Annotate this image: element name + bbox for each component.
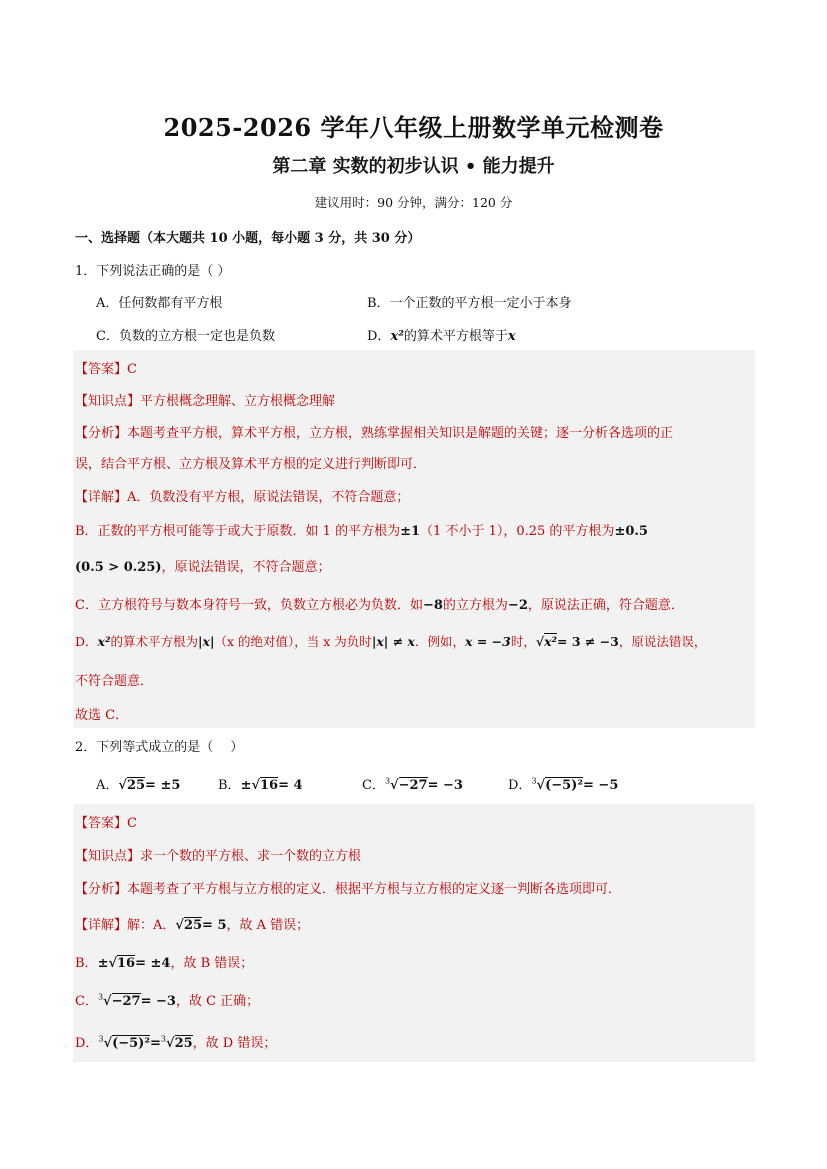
q1-option-d-text: 的算术平方根等于 bbox=[403, 329, 508, 344]
q1-detail-b-text-2: （1 不小于 1），0.25 的平方根为 bbox=[420, 524, 615, 539]
q2-knowledge-text: 求一个数的平方根、求一个数的立方根 bbox=[140, 849, 362, 864]
q1-answer-line bbox=[75, 358, 137, 377]
q1-solution-box bbox=[73, 350, 755, 728]
q2-option-c bbox=[362, 774, 463, 793]
q1-detail-b-math-pm05: ±0.5 bbox=[614, 524, 648, 539]
q2-detail-d-equals: = bbox=[150, 1036, 161, 1051]
q1-detail-d-sqrt: √x² bbox=[535, 634, 557, 649]
q1-option-d bbox=[367, 325, 516, 344]
q2-detail-c-conclusion: ，故 C 正确； bbox=[175, 994, 260, 1009]
q1-detail-b-math-pm1: ±1 bbox=[400, 524, 421, 539]
q1-detail-b-text-3: ，原说法错误，不符合题意； bbox=[161, 560, 331, 575]
exam-info: 建议用时：90 分钟，满分：120 分 bbox=[314, 195, 513, 210]
q2-answer-line bbox=[75, 812, 137, 831]
q1-detail-b-text-1: B．正数的平方根可能等于或大于原数．如 1 的平方根为 bbox=[75, 524, 401, 539]
q1-detail-d-text-3: （x 的绝对值），当 x 为负时 bbox=[214, 634, 372, 649]
q1-detail-d-math-neq: |x| ≠ x bbox=[371, 634, 415, 649]
q2-detail-b-sqrt: √16 bbox=[108, 956, 136, 971]
q1-detail-c-math-neg8: −8 bbox=[422, 598, 443, 613]
q2-detail-d-cbrt-2: √25 bbox=[166, 1036, 193, 1051]
q2-detail-b-pm: ± bbox=[97, 956, 109, 971]
q1-analysis-text-1: 本题考查平方根，算术平方根，立方根，熟练掌握相关知识是解题的关键；逐一分析各选项的正 bbox=[127, 426, 674, 441]
q2-option-c-prefix: C． bbox=[362, 778, 385, 793]
q1-detail-c-line bbox=[75, 594, 684, 613]
q2-option-b bbox=[218, 774, 303, 793]
q1-detail-d-math-absx: |x| bbox=[197, 634, 215, 649]
q1-detail-d-text-6: ，原说法错误， bbox=[618, 634, 707, 649]
q2-detail-a-conclusion: ，故 A 错误； bbox=[226, 918, 310, 933]
section-heading: 一、选择题（本大题共 10 小题，每小题 3 分，共 30 分） bbox=[75, 231, 421, 246]
q2-detail-a-line bbox=[75, 914, 309, 933]
q2-answer-value: C bbox=[127, 816, 137, 831]
q2-detail-c-index: 3 bbox=[97, 992, 104, 1002]
q2-option-b-pm: ± bbox=[240, 778, 252, 793]
page-subtitle: 第二章 实数的初步认识 • 能力提升 bbox=[272, 156, 555, 177]
q1-knowledge-label: 【知识点】 bbox=[75, 394, 141, 409]
q1-detail-d-text-5: 时， bbox=[510, 634, 536, 649]
q1-detail-b-line-1 bbox=[75, 520, 648, 539]
q2-option-a-rest: = ±5 bbox=[145, 778, 181, 793]
q1-analysis-line-1 bbox=[75, 422, 673, 441]
q2-detail-a-radicand: 25 bbox=[183, 918, 203, 933]
q2-knowledge-line bbox=[75, 845, 361, 864]
q1-answer-label: 【答案】 bbox=[75, 362, 128, 377]
q1-option-b: B．一个正数的平方根一定小于本身 bbox=[367, 296, 572, 311]
q2-detail-c-cbrt: √−27 bbox=[103, 994, 141, 1009]
q2-answer-label: 【答案】 bbox=[75, 816, 128, 831]
q2-option-b-prefix: B． bbox=[218, 778, 241, 793]
q2-detail-d-line bbox=[75, 1032, 276, 1051]
q2-detail-d-index: 3 bbox=[98, 1034, 104, 1044]
q1-detail-d-math-x2: x² bbox=[97, 634, 111, 649]
q1-detail-d-text-4: ．例如， bbox=[415, 634, 466, 649]
q2-detail-b-line bbox=[75, 952, 253, 971]
q1-analysis-label: 【分析】 bbox=[75, 426, 128, 441]
q1-detail-d-line-1 bbox=[75, 632, 706, 650]
q2-detail-d-text: D． bbox=[75, 1036, 99, 1051]
q2-detail-b-text: B． bbox=[75, 956, 98, 971]
question-2-stem: 2．下列等式成立的是（ ） bbox=[75, 740, 244, 755]
question-1-stem: 1．下列说法正确的是（ ） bbox=[75, 264, 231, 279]
q1-option-d-prefix: D． bbox=[367, 329, 391, 344]
q2-detail-b-radicand: 16 bbox=[117, 956, 136, 971]
q1-option-c: C．负数的立方根一定也是负数 bbox=[96, 329, 275, 344]
q2-option-b-sqrt: √16 bbox=[251, 778, 279, 793]
q2-detail-c-radicand: −27 bbox=[111, 994, 141, 1009]
q2-detail-d-radicand-2: 25 bbox=[174, 1036, 193, 1051]
q1-analysis-line-2: 误，结合平方根、立方根及算术平方根的定义进行判断即可． bbox=[75, 457, 427, 472]
q1-detail-label: 【详解】 bbox=[75, 490, 128, 505]
q2-detail-d-conclusion: ，故 D 错误； bbox=[192, 1036, 277, 1051]
q1-knowledge-text: 平方根概念理解、立方根概念理解 bbox=[140, 394, 336, 409]
q1-detail-a-line bbox=[75, 486, 409, 505]
q2-knowledge-label: 【知识点】 bbox=[75, 849, 141, 864]
q2-solution-box bbox=[73, 804, 755, 1062]
q2-detail-d-index-2: 3 bbox=[160, 1034, 167, 1044]
q1-knowledge-line bbox=[75, 390, 335, 409]
q2-detail-label: 【详解】 bbox=[75, 918, 128, 933]
q2-detail-c-line bbox=[75, 990, 259, 1009]
q1-detail-d-line-2: 不符合题意． bbox=[75, 674, 154, 689]
q2-detail-b-math: = ±4 bbox=[135, 956, 171, 971]
q2-option-a-prefix: A． bbox=[96, 778, 119, 793]
q2-option-c-index: 3 bbox=[384, 776, 391, 786]
q2-option-b-radicand: 16 bbox=[260, 778, 279, 793]
q2-option-a-radicand: 25 bbox=[126, 778, 146, 793]
q1-option-a: A．任何数都有平方根 bbox=[96, 296, 223, 311]
q1-option-d-math-x: x bbox=[507, 329, 516, 344]
q1-detail-c-math-neg2: −2 bbox=[507, 598, 528, 613]
q2-option-c-radicand: −27 bbox=[398, 778, 428, 793]
q2-detail-c-math: = −3 bbox=[140, 994, 176, 1009]
q1-option-d-math-x2: x² bbox=[390, 329, 404, 344]
q2-option-d-radicand: (−5)² bbox=[545, 778, 584, 793]
q2-option-a-sqrt: √25 bbox=[118, 778, 146, 793]
q1-detail-c-text-1: C．立方根符号与数本身符号一致，负数立方根必为负数．如 bbox=[75, 598, 423, 613]
q1-detail-b-math-ineq: (0.5 > 0.25) bbox=[75, 560, 162, 575]
q2-option-d-cbrt: √(−5)² bbox=[536, 778, 584, 793]
q1-detail-a-text: A．负数没有平方根，原说法错误，不符合题意； bbox=[127, 490, 410, 505]
q2-detail-a-sqrt: √25 bbox=[175, 918, 203, 933]
q2-option-b-rest: = 4 bbox=[278, 778, 303, 793]
q1-detail-b-line-2 bbox=[75, 556, 331, 575]
q2-detail-a-math: = 5 bbox=[202, 918, 227, 933]
q2-option-c-cbrt: √−27 bbox=[390, 778, 428, 793]
q2-option-d-rest: = −5 bbox=[583, 778, 619, 793]
q2-analysis-line bbox=[75, 878, 621, 897]
q2-option-c-rest: = −3 bbox=[427, 778, 463, 793]
q1-detail-d-math-xeq: x = −3 bbox=[465, 634, 511, 649]
q2-detail-c-text: C． bbox=[75, 994, 98, 1009]
q2-option-a bbox=[96, 774, 180, 793]
q1-detail-d-text-1: D． bbox=[75, 634, 98, 649]
q1-detail-c-text-3: ，原说法正确，符合题意． bbox=[527, 598, 684, 613]
q2-option-d bbox=[508, 774, 618, 793]
q2-analysis-label: 【分析】 bbox=[75, 882, 128, 897]
q2-detail-a-text: 解：A． bbox=[127, 918, 176, 933]
q1-answer-value: C bbox=[127, 362, 137, 377]
q1-detail-c-text-2: 的立方根为 bbox=[442, 598, 508, 613]
q1-detail-d-text-2: 的算术平方根为 bbox=[110, 634, 198, 649]
q1-conclusion: 故选 C． bbox=[75, 708, 129, 723]
q2-detail-b-conclusion: ，故 B 错误； bbox=[170, 956, 254, 971]
q1-detail-d-sqrt-radicand: x² bbox=[544, 634, 557, 649]
page-title: 2025-2026 学年八年级上册数学单元检测卷 bbox=[163, 113, 664, 142]
q2-detail-d-cbrt: √(−5)² bbox=[103, 1036, 151, 1051]
q2-option-d-prefix: D． bbox=[508, 778, 532, 793]
q2-detail-d-radicand: (−5)² bbox=[112, 1036, 151, 1051]
q2-analysis-text: 本题考查了平方根与立方根的定义．根据平方根与立方根的定义逐一判断各选项即可． bbox=[127, 882, 622, 897]
q1-detail-d-math-result: = 3 ≠ −3 bbox=[557, 634, 619, 649]
q2-option-d-index: 3 bbox=[531, 776, 537, 786]
